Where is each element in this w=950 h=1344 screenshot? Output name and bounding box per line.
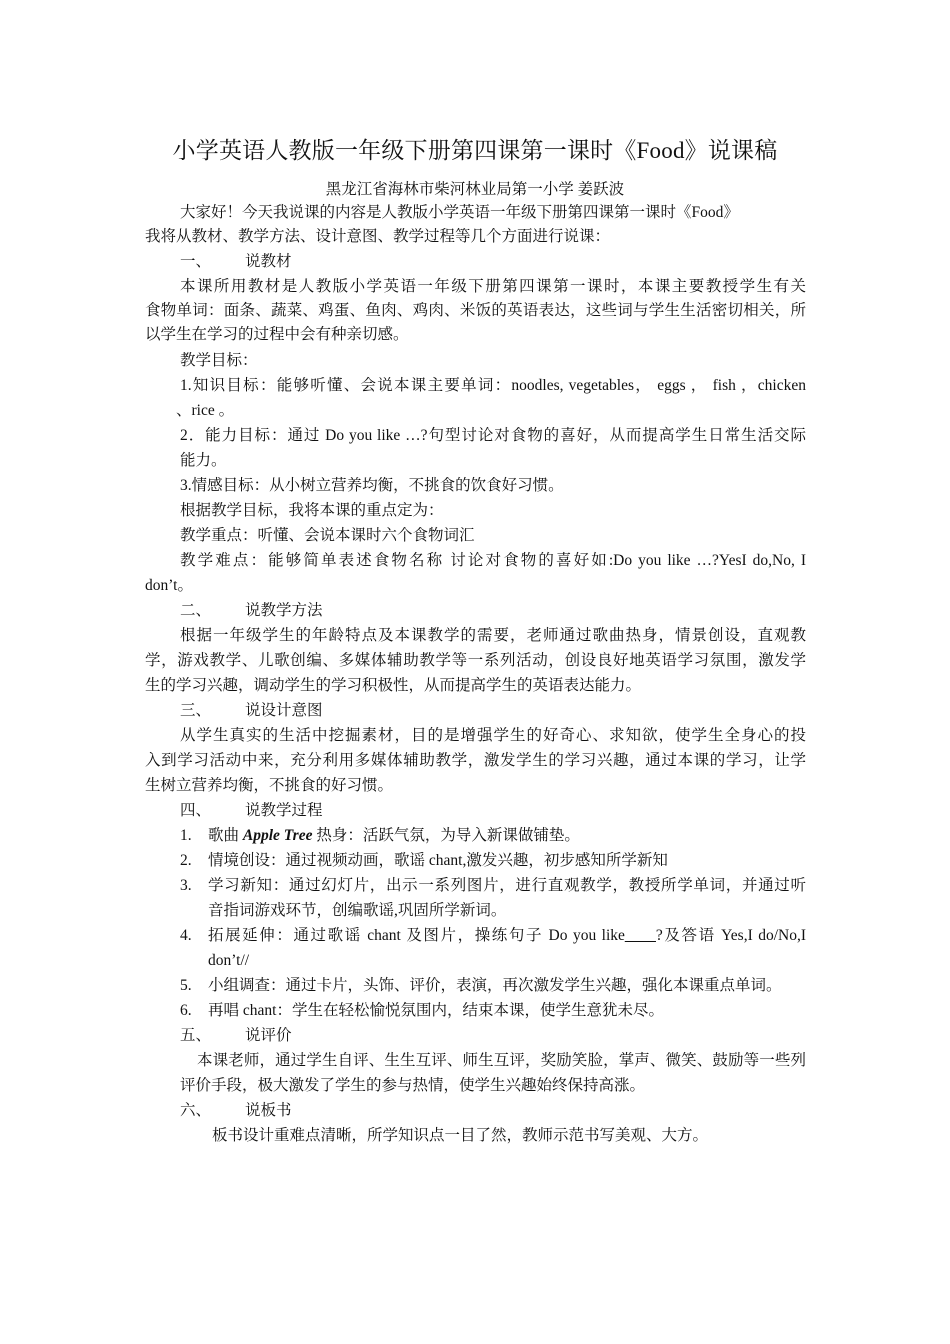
process-item-3: 学习新知：通过幻灯片，出示一系列图片，进行直观教学，教授所学单词，并通过听 [208, 877, 806, 894]
process-item-4: 拓展延伸：通过歌谣 chant 及图片，操练句子 Do you like____?及答语 Yes,I do/No,I [208, 927, 806, 944]
process-item-number: 2. [180, 852, 192, 869]
document-title: 小学英语人教版一年级下册第四课第一课时《Food》说课稿 [172, 138, 778, 163]
process-item-4-cont: don’t// [208, 952, 250, 969]
goal-1: 1.知识目标：能够听懂、会说本课主要单词：noodles, vegetables， eggs ， fish ，chicken [180, 377, 806, 394]
section-4-heading: 说教学过程 [245, 802, 323, 819]
goal-2-cont: 能力。 [180, 452, 227, 469]
section-3-heading: 说设计意图 [245, 702, 323, 719]
author-line: 黑龙江省海林市柴河林业局第一小学 姜跃波 [325, 181, 625, 198]
section-1-para-line: 食物单词：面条、蔬菜、鸡蛋、鱼肉、鸡肉、米饭的英语表达，这些词与学生生活密切相关，所 [145, 302, 806, 319]
section-2-heading: 说教学方法 [245, 602, 323, 619]
process-item-number: 6. [180, 1002, 192, 1019]
section-6-number: 六、 [180, 1102, 212, 1119]
process-item-6: 再唱 chant：学生在轻松愉悦氛围内，结束本课，使学生意犹未尽。 [208, 1002, 664, 1019]
teaching-difficult-cont: don’t。 [145, 577, 193, 594]
teaching-difficult-point: 教学难点：能够简单表述食物名称 讨论对食物的喜好如:Do you like …?YesI do,No, I [180, 552, 806, 569]
section-3-para-line: 生树立营养均衡，不挑食的好习惯。 [145, 777, 394, 794]
section-5-para-line: 本课老师，通过学生自评、生生互评、师生互评，奖励笑脸，掌声、微笑、鼓励等一些列 [197, 1052, 806, 1069]
process-item-number: 4. [180, 927, 192, 944]
process-item-1: 歌曲 Apple Tree 热身：活跃气氛，为导入新课做铺垫。 [208, 827, 580, 844]
section-2-number: 二、 [180, 602, 212, 619]
section-2-para-line: 生的学习兴趣，调动学生的学习积极性，从而提高学生的英语表达能力。 [145, 677, 642, 694]
goals-label: 教学目标： [180, 352, 258, 369]
section-3-para-line: 入到学习活动中来，充分利用多媒体辅助教学，激发学生的学习兴趣，通过本课的学习，让学 [145, 752, 806, 769]
section-3-para-line: 从学生真实的生活中挖掘素材，目的是增强学生的好奇心、求知欲，使学生全身心的投 [180, 727, 806, 744]
process-item-5: 小组调查：通过卡片，头饰、评价，表演，再次激发学生兴趣，强化本课重点单词。 [208, 977, 782, 994]
goals-basis: 根据教学目标，我将本课的重点定为： [180, 502, 444, 519]
process-item-number: 3. [180, 877, 192, 894]
section-2-para-line: 学，游戏教学、儿歌创编、多媒体辅助教学等一系列活动，创设良好地英语学习氛围，激发学 [145, 652, 806, 669]
section-1-para-line: 本课所用教材是人教版小学英语一年级下册第四课第一课时，本课主要教授学生有关 [180, 278, 806, 295]
process-item-number: 1. [180, 827, 192, 844]
section-4-number: 四、 [180, 802, 212, 819]
process-item-number: 5. [180, 977, 192, 994]
section-5-number: 五、 [180, 1027, 212, 1044]
process-item-2: 情境创设：通过视频动画，歌谣 chant,激发兴趣，初步感知所学新知 [208, 852, 668, 869]
section-5-heading: 说评价 [245, 1027, 292, 1044]
section-2-para-line: 根据一年级学生的年龄特点及本课教学的需要，老师通过歌曲热身，情景创设，直观教 [180, 627, 806, 644]
intro-line-1: 大家好！今天我说课的内容是人教版小学英语一年级下册第四课第一课时《Food》 [180, 204, 739, 221]
goal-3: 3.情感目标：从小树立营养均衡，不挑食的饮食好习惯。 [180, 477, 564, 494]
section-5-para-line: 评价手段，极大激发了学生的参与热情，使学生兴趣始终保持高涨。 [180, 1077, 646, 1094]
song-title: Apple Tree [242, 827, 313, 844]
process-item-3-cont: 音指词游戏环节，创编歌谣,巩固所学新词。 [208, 902, 507, 919]
goal-1-cont: 、rice 。 [176, 402, 235, 419]
intro-line-2: 我将从教材、教学方法、设计意图、教学过程等几个方面进行说课： [145, 228, 611, 245]
section-3-number: 三、 [180, 702, 212, 719]
section-1-number: 一、 [180, 253, 212, 270]
section-6-heading: 说板书 [245, 1102, 292, 1119]
goal-2: 2．能力目标：通过 Do you like …?句型讨论对食物的喜好，从而提高学生日常生活交际 [180, 427, 806, 444]
teaching-key-point: 教学重点：听懂、会说本课时六个食物词汇 [180, 527, 475, 544]
section-6-para: 板书设计重难点清晰，所学知识点一目了然，教师示范书写美观、大方。 [212, 1127, 709, 1144]
section-1-heading: 说教材 [245, 253, 292, 270]
fill-blank: ____ [624, 927, 656, 944]
section-1-para-line: 以学生在学习的过程中会有种亲切感。 [145, 326, 409, 343]
